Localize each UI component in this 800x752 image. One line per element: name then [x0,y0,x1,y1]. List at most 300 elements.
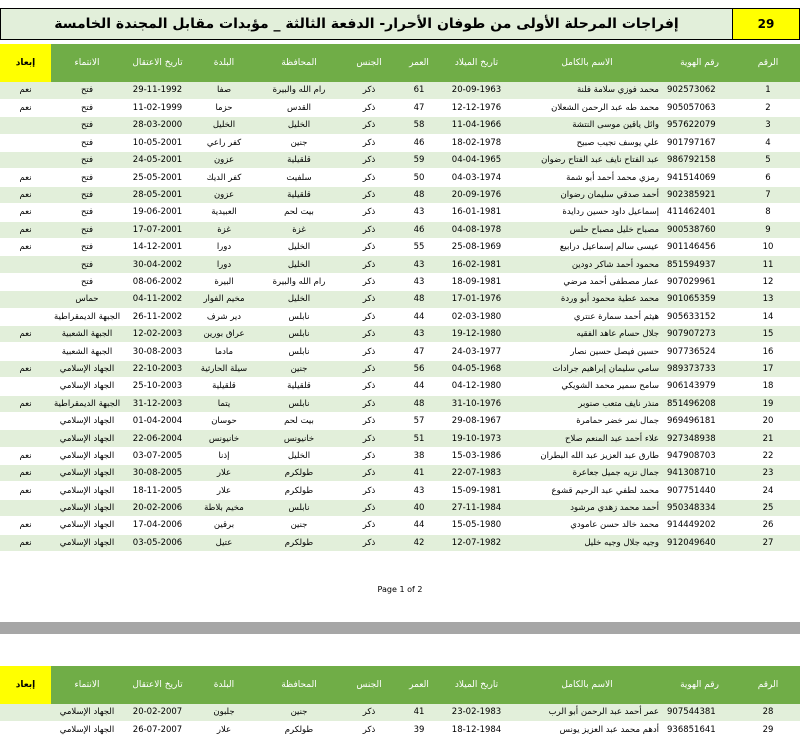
cell-gender: ذكر [342,82,396,99]
cell-affiliation: الجهاد الإسلامي [51,704,123,721]
cell-arrest-date: 19-06-2001 [123,204,192,221]
cell-arrest-date: 22-10-2003 [123,360,192,377]
cell-age: 41 [396,704,442,721]
cell-gender: ذكر [342,430,396,447]
cell-num: 25 [736,499,800,516]
cell-dob: 18-02-1978 [442,134,511,151]
cell-gender: ذكر [342,99,396,116]
cell-dob: 12-07-1982 [442,534,511,551]
cell-num: 5 [736,152,800,169]
cell-deport: نعم [0,169,51,186]
cell-id: 907029961 [663,273,736,290]
cell-id: 411462401 [663,204,736,221]
cell-arrest-date: 30-04-2002 [123,256,192,273]
cell-deport [0,378,51,395]
cell-gender: ذكر [342,186,396,203]
cell-id: 912049640 [663,534,736,551]
cell-affiliation: الجهاد الإسلامي [51,447,123,464]
page-separator [0,622,800,634]
prisoners-table-continued [0,666,800,739]
header-name: الاسم بالكامل [511,44,663,82]
cell-dob: 04-03-1974 [442,169,511,186]
cell-id: 901797167 [663,134,736,151]
cell-num: 27 [736,534,800,551]
cell-deport [0,704,51,721]
cell-name: رمزي محمد أحمد أبو شمة [511,169,663,186]
cell-gender: ذكر [342,378,396,395]
cell-gender: ذكر [342,204,396,221]
cell-governorate: جنين [256,517,342,534]
cell-town: حزما [192,99,256,116]
cell-dob: 04-05-1968 [442,360,511,377]
cell-dob: 15-09-1981 [442,482,511,499]
cell-id: 941308710 [663,465,736,482]
cell-town: علار [192,721,256,738]
cell-affiliation: الجبهة الشعبية [51,325,123,342]
cell-town: صفا [192,82,256,99]
table-row [0,325,800,342]
cell-dob: 11-04-1966 [442,117,511,134]
cell-age: 43 [396,256,442,273]
cell-id: 914449202 [663,517,736,534]
cell-arrest-date: 20-02-2006 [123,499,192,516]
cell-town: قلقيلية [192,378,256,395]
cell-num: 14 [736,308,800,325]
cell-name: منذر نايف متعب صنوبر [511,395,663,412]
cell-name: جمال نمر خضر حمامرة [511,412,663,429]
cell-affiliation: الجهاد الإسلامي [51,499,123,516]
cell-gender: ذكر [342,239,396,256]
cell-deport: نعم [0,447,51,464]
table-row [0,360,800,377]
cell-arrest-date: 25-10-2003 [123,378,192,395]
cell-num: 7 [736,186,800,203]
cell-dob: 04-04-1965 [442,152,511,169]
cell-id: 969496181 [663,412,736,429]
cell-deport: نعم [0,360,51,377]
cell-town: كفر الديك [192,169,256,186]
cell-town: دورا [192,239,256,256]
cell-age: 43 [396,325,442,342]
cell-governorate: نابلس [256,395,342,412]
cell-age: 47 [396,343,442,360]
cell-arrest-date: 17-07-2001 [123,221,192,238]
cell-deport: نعم [0,465,51,482]
cell-id: 907751440 [663,482,736,499]
cell-id: 950348334 [663,499,736,516]
cell-dob: 23-02-1983 [442,704,511,721]
table-row [0,308,800,325]
cell-id: 907907273 [663,325,736,342]
cell-age: 46 [396,221,442,238]
cell-age: 39 [396,721,442,738]
table-row [0,256,800,273]
cell-governorate: طولكرم [256,465,342,482]
cell-age: 57 [396,412,442,429]
cell-deport [0,134,51,151]
prisoners-table [0,44,800,552]
cell-id: 907544381 [663,704,736,721]
cell-dob: 15-05-1980 [442,517,511,534]
cell-gender: ذكر [342,412,396,429]
document-title: إفراجات المرحلة الأولى من طوفان الأحرار- الدفعة الثالثة _ مؤبدات مقابل المجندة الخامسة [0,8,733,40]
cell-age: 44 [396,378,442,395]
table-body-continued [0,704,800,739]
table-row [0,221,800,238]
cell-name: طارق عبد العزيز عبد الله البطران [511,447,663,464]
cell-num: 17 [736,360,800,377]
cell-name: عمار مصطفى أحمد مرضي [511,273,663,290]
cell-governorate: نابلس [256,325,342,342]
cell-town: جلبون [192,704,256,721]
cell-affiliation: فتح [51,221,123,238]
cell-id: 902385921 [663,186,736,203]
cell-town: العبيدية [192,204,256,221]
cell-dob: 16-01-1981 [442,204,511,221]
cell-num: 23 [736,465,800,482]
cell-dob: 17-01-1976 [442,291,511,308]
cell-name: جلال حسام عاهد الفقيه [511,325,663,342]
cell-name: علاء أحمد عبد المنعم صلاح [511,430,663,447]
cell-num: 15 [736,325,800,342]
cell-name: محمد طه عبد الرحمن الشعلان [511,99,663,116]
header-gender: الجنس [342,666,396,704]
table-row [0,134,800,151]
header-governorate: المحافظة [256,44,342,82]
cell-name: جمال نزيه جميل جعاعرة [511,465,663,482]
cell-name: محمد خالد حسن عامودي [511,517,663,534]
table-row [0,534,800,551]
cell-name: أدهم محمد عبد العزيز يونس [511,721,663,738]
cell-deport [0,430,51,447]
cell-dob: 02-03-1980 [442,308,511,325]
cell-governorate: الخليل [256,291,342,308]
cell-governorate: القدس [256,99,342,116]
cell-name: عبد الفتاح نايف عبد الفتاح رضوان [511,152,663,169]
cell-id: 905633152 [663,308,736,325]
cell-town: عزون [192,186,256,203]
cell-governorate: بيت لحم [256,204,342,221]
cell-gender: ذكر [342,325,396,342]
cell-arrest-date: 25-05-2001 [123,169,192,186]
cell-deport [0,273,51,290]
cell-gender: ذكر [342,447,396,464]
cell-arrest-date: 08-06-2002 [123,273,192,290]
cell-deport: نعم [0,517,51,534]
cell-deport: نعم [0,325,51,342]
table-row [0,343,800,360]
cell-town: سيلة الحارثية [192,360,256,377]
cell-gender: ذكر [342,482,396,499]
cell-deport [0,308,51,325]
header-deport: إبعاد [0,44,51,82]
header-id: رقم الهوية [663,44,736,82]
cell-dob: 04-08-1978 [442,221,511,238]
cell-id: 902573062 [663,82,736,99]
cell-town: يتما [192,395,256,412]
cell-town: برقين [192,517,256,534]
cell-age: 59 [396,152,442,169]
cell-arrest-date: 11-02-1999 [123,99,192,116]
cell-arrest-date: 03-05-2006 [123,534,192,551]
cell-affiliation: فتح [51,169,123,186]
cell-name: عيسى سالم إسماعيل درابيع [511,239,663,256]
cell-arrest-date: 26-11-2002 [123,308,192,325]
cell-name: أحمد محمد زهدي مرشود [511,499,663,516]
cell-age: 51 [396,430,442,447]
cell-affiliation: فتح [51,117,123,134]
cell-gender: ذكر [342,534,396,551]
cell-gender: ذكر [342,465,396,482]
cell-name: عمر أحمد عبد الرحمن أبو الرب [511,704,663,721]
cell-arrest-date: 28-03-2000 [123,117,192,134]
cell-town: حوسان [192,412,256,429]
cell-gender: ذكر [342,152,396,169]
cell-deport [0,343,51,360]
header-deport: إبعاد [0,666,51,704]
cell-gender: ذكر [342,291,396,308]
cell-deport: نعم [0,395,51,412]
cell-deport [0,499,51,516]
cell-affiliation: فتح [51,239,123,256]
table-row [0,465,800,482]
cell-governorate: رام الله والبيرة [256,273,342,290]
cell-town: الخليل [192,117,256,134]
cell-town: علار [192,465,256,482]
cell-arrest-date: 28-05-2001 [123,186,192,203]
cell-governorate: سلفيت [256,169,342,186]
cell-name: هيثم أحمد سمارة عنتري [511,308,663,325]
cell-num: 4 [736,134,800,151]
cell-deport [0,721,51,738]
table-row [0,273,800,290]
cell-age: 48 [396,395,442,412]
header-gender: الجنس [342,44,396,82]
cell-arrest-date: 12-02-2003 [123,325,192,342]
table-row [0,704,800,721]
cell-id: 957622079 [663,117,736,134]
cell-age: 38 [396,447,442,464]
page-number-cell: 29 [733,8,800,40]
cell-arrest-date: 17-04-2006 [123,517,192,534]
cell-num: 29 [736,721,800,738]
table-row [0,186,800,203]
cell-town: مخيم بلاطة [192,499,256,516]
cell-age: 55 [396,239,442,256]
cell-dob: 19-10-1973 [442,430,511,447]
header-affiliation: الانتماء [51,666,123,704]
cell-age: 44 [396,308,442,325]
cell-arrest-date: 20-02-2007 [123,704,192,721]
table-row [0,395,800,412]
cell-gender: ذكر [342,169,396,186]
cell-num: 22 [736,447,800,464]
cell-gender: ذكر [342,256,396,273]
cell-num: 21 [736,430,800,447]
table-row [0,169,800,186]
cell-arrest-date: 14-12-2001 [123,239,192,256]
cell-id: 851594937 [663,256,736,273]
table-row [0,204,800,221]
cell-deport: نعم [0,99,51,116]
cell-governorate: قلقيلية [256,186,342,203]
page-footer: Page 1 of 2 [377,585,423,594]
table-row [0,378,800,395]
cell-id: 947908703 [663,447,736,464]
cell-affiliation: الجهاد الإسلامي [51,360,123,377]
cell-arrest-date: 04-11-2002 [123,291,192,308]
cell-gender: ذكر [342,308,396,325]
cell-affiliation: الجهاد الإسلامي [51,430,123,447]
cell-name: وائل ياقين موسى النتشة [511,117,663,134]
cell-dob: 20-09-1976 [442,186,511,203]
cell-arrest-date: 30-08-2005 [123,465,192,482]
cell-num: 20 [736,412,800,429]
cell-age: 44 [396,517,442,534]
cell-governorate: جنين [256,704,342,721]
cell-gender: ذكر [342,721,396,738]
cell-name: محمد فوزي سلامة فلنة [511,82,663,99]
cell-age: 43 [396,273,442,290]
page-2 [0,666,800,752]
cell-governorate: نابلس [256,499,342,516]
cell-governorate: طولكرم [256,721,342,738]
cell-id: 986792158 [663,152,736,169]
cell-governorate: جنين [256,360,342,377]
cell-name: محمد عطية محمود أبو وردة [511,291,663,308]
table-row [0,82,800,99]
cell-id: 936851641 [663,721,736,738]
cell-arrest-date: 01-04-2004 [123,412,192,429]
table-row [0,291,800,308]
cell-num: 11 [736,256,800,273]
cell-governorate: رام الله والبيرة [256,82,342,99]
cell-governorate: نابلس [256,308,342,325]
cell-affiliation: فتح [51,152,123,169]
cell-deport: نعم [0,204,51,221]
cell-dob: 25-08-1969 [442,239,511,256]
table-header-row [0,666,800,704]
cell-age: 50 [396,169,442,186]
cell-num: 26 [736,517,800,534]
cell-arrest-date: 26-07-2007 [123,721,192,738]
cell-governorate: الخليل [256,117,342,134]
cell-governorate: قلقيلية [256,152,342,169]
cell-town: إذنا [192,447,256,464]
cell-governorate: غزة [256,221,342,238]
cell-deport: نعم [0,82,51,99]
cell-arrest-date: 18-11-2005 [123,482,192,499]
page-gap [0,634,800,666]
cell-gender: ذكر [342,273,396,290]
table-row [0,117,800,134]
table-row [0,517,800,534]
cell-age: 58 [396,117,442,134]
table-row [0,99,800,116]
cell-affiliation: فتح [51,256,123,273]
cell-deport: نعم [0,221,51,238]
cell-town: كفر راعي [192,134,256,151]
cell-affiliation: حماس [51,291,123,308]
cell-dob: 18-12-1984 [442,721,511,738]
cell-age: 40 [396,499,442,516]
cell-deport [0,256,51,273]
header-dob: تاريخ الميلاد [442,666,511,704]
cell-town: دورا [192,256,256,273]
cell-arrest-date: 24-05-2001 [123,152,192,169]
cell-governorate: الخليل [256,239,342,256]
cell-name: محمد لطفي عبد الرحيم قشوع [511,482,663,499]
cell-gender: ذكر [342,704,396,721]
cell-affiliation: الجهاد الإسلامي [51,517,123,534]
header-arrest-date: تاريخ الاعتقال [123,666,192,704]
cell-num: 3 [736,117,800,134]
table-row [0,152,800,169]
cell-dob: 24-03-1977 [442,343,511,360]
cell-dob: 15-03-1986 [442,447,511,464]
cell-dob: 20-09-1963 [442,82,511,99]
table-row [0,499,800,516]
cell-affiliation: الجهاد الإسلامي [51,465,123,482]
cell-num: 8 [736,204,800,221]
cell-affiliation: الجبهة الديمقراطية [51,308,123,325]
cell-age: 42 [396,534,442,551]
cell-town: عزون [192,152,256,169]
cell-name: مصباح خليل مصباح حلس [511,221,663,238]
cell-affiliation: فتح [51,134,123,151]
cell-age: 61 [396,82,442,99]
cell-name: إسماعيل داود حسين ردايدة [511,204,663,221]
cell-governorate: طولكرم [256,534,342,551]
cell-gender: ذكر [342,134,396,151]
cell-num: 6 [736,169,800,186]
cell-deport [0,291,51,308]
cell-town: عراق بورين [192,325,256,342]
cell-id: 905057063 [663,99,736,116]
cell-num: 18 [736,378,800,395]
cell-num: 9 [736,221,800,238]
cell-affiliation: الجهاد الإسلامي [51,412,123,429]
cell-affiliation: فتح [51,186,123,203]
table-row [0,721,800,738]
cell-dob: 27-11-1984 [442,499,511,516]
cell-dob: 04-12-1980 [442,378,511,395]
cell-arrest-date: 10-05-2001 [123,134,192,151]
cell-id: 907736524 [663,343,736,360]
table-row [0,430,800,447]
cell-affiliation: الجهاد الإسلامي [51,721,123,738]
cell-deport: نعم [0,239,51,256]
cell-affiliation: الجهاد الإسلامي [51,534,123,551]
header-town: البلدة [192,44,256,82]
cell-governorate: الخليل [256,447,342,464]
cell-town: علار [192,482,256,499]
table-row [0,239,800,256]
cell-age: 48 [396,291,442,308]
cell-dob: 31-10-1976 [442,395,511,412]
table-row [0,412,800,429]
cell-governorate: الخليل [256,256,342,273]
cell-affiliation: فتح [51,99,123,116]
cell-governorate: خانيونس [256,430,342,447]
cell-id: 901065359 [663,291,736,308]
header-num: الرقم [736,666,800,704]
cell-name: سامح سمير محمد الشويكي [511,378,663,395]
cell-deport: نعم [0,482,51,499]
header-name: الاسم بالكامل [511,666,663,704]
cell-name: حسين فيصل حسين نصار [511,343,663,360]
cell-name: سامي سليمان إبراهيم جرادات [511,360,663,377]
